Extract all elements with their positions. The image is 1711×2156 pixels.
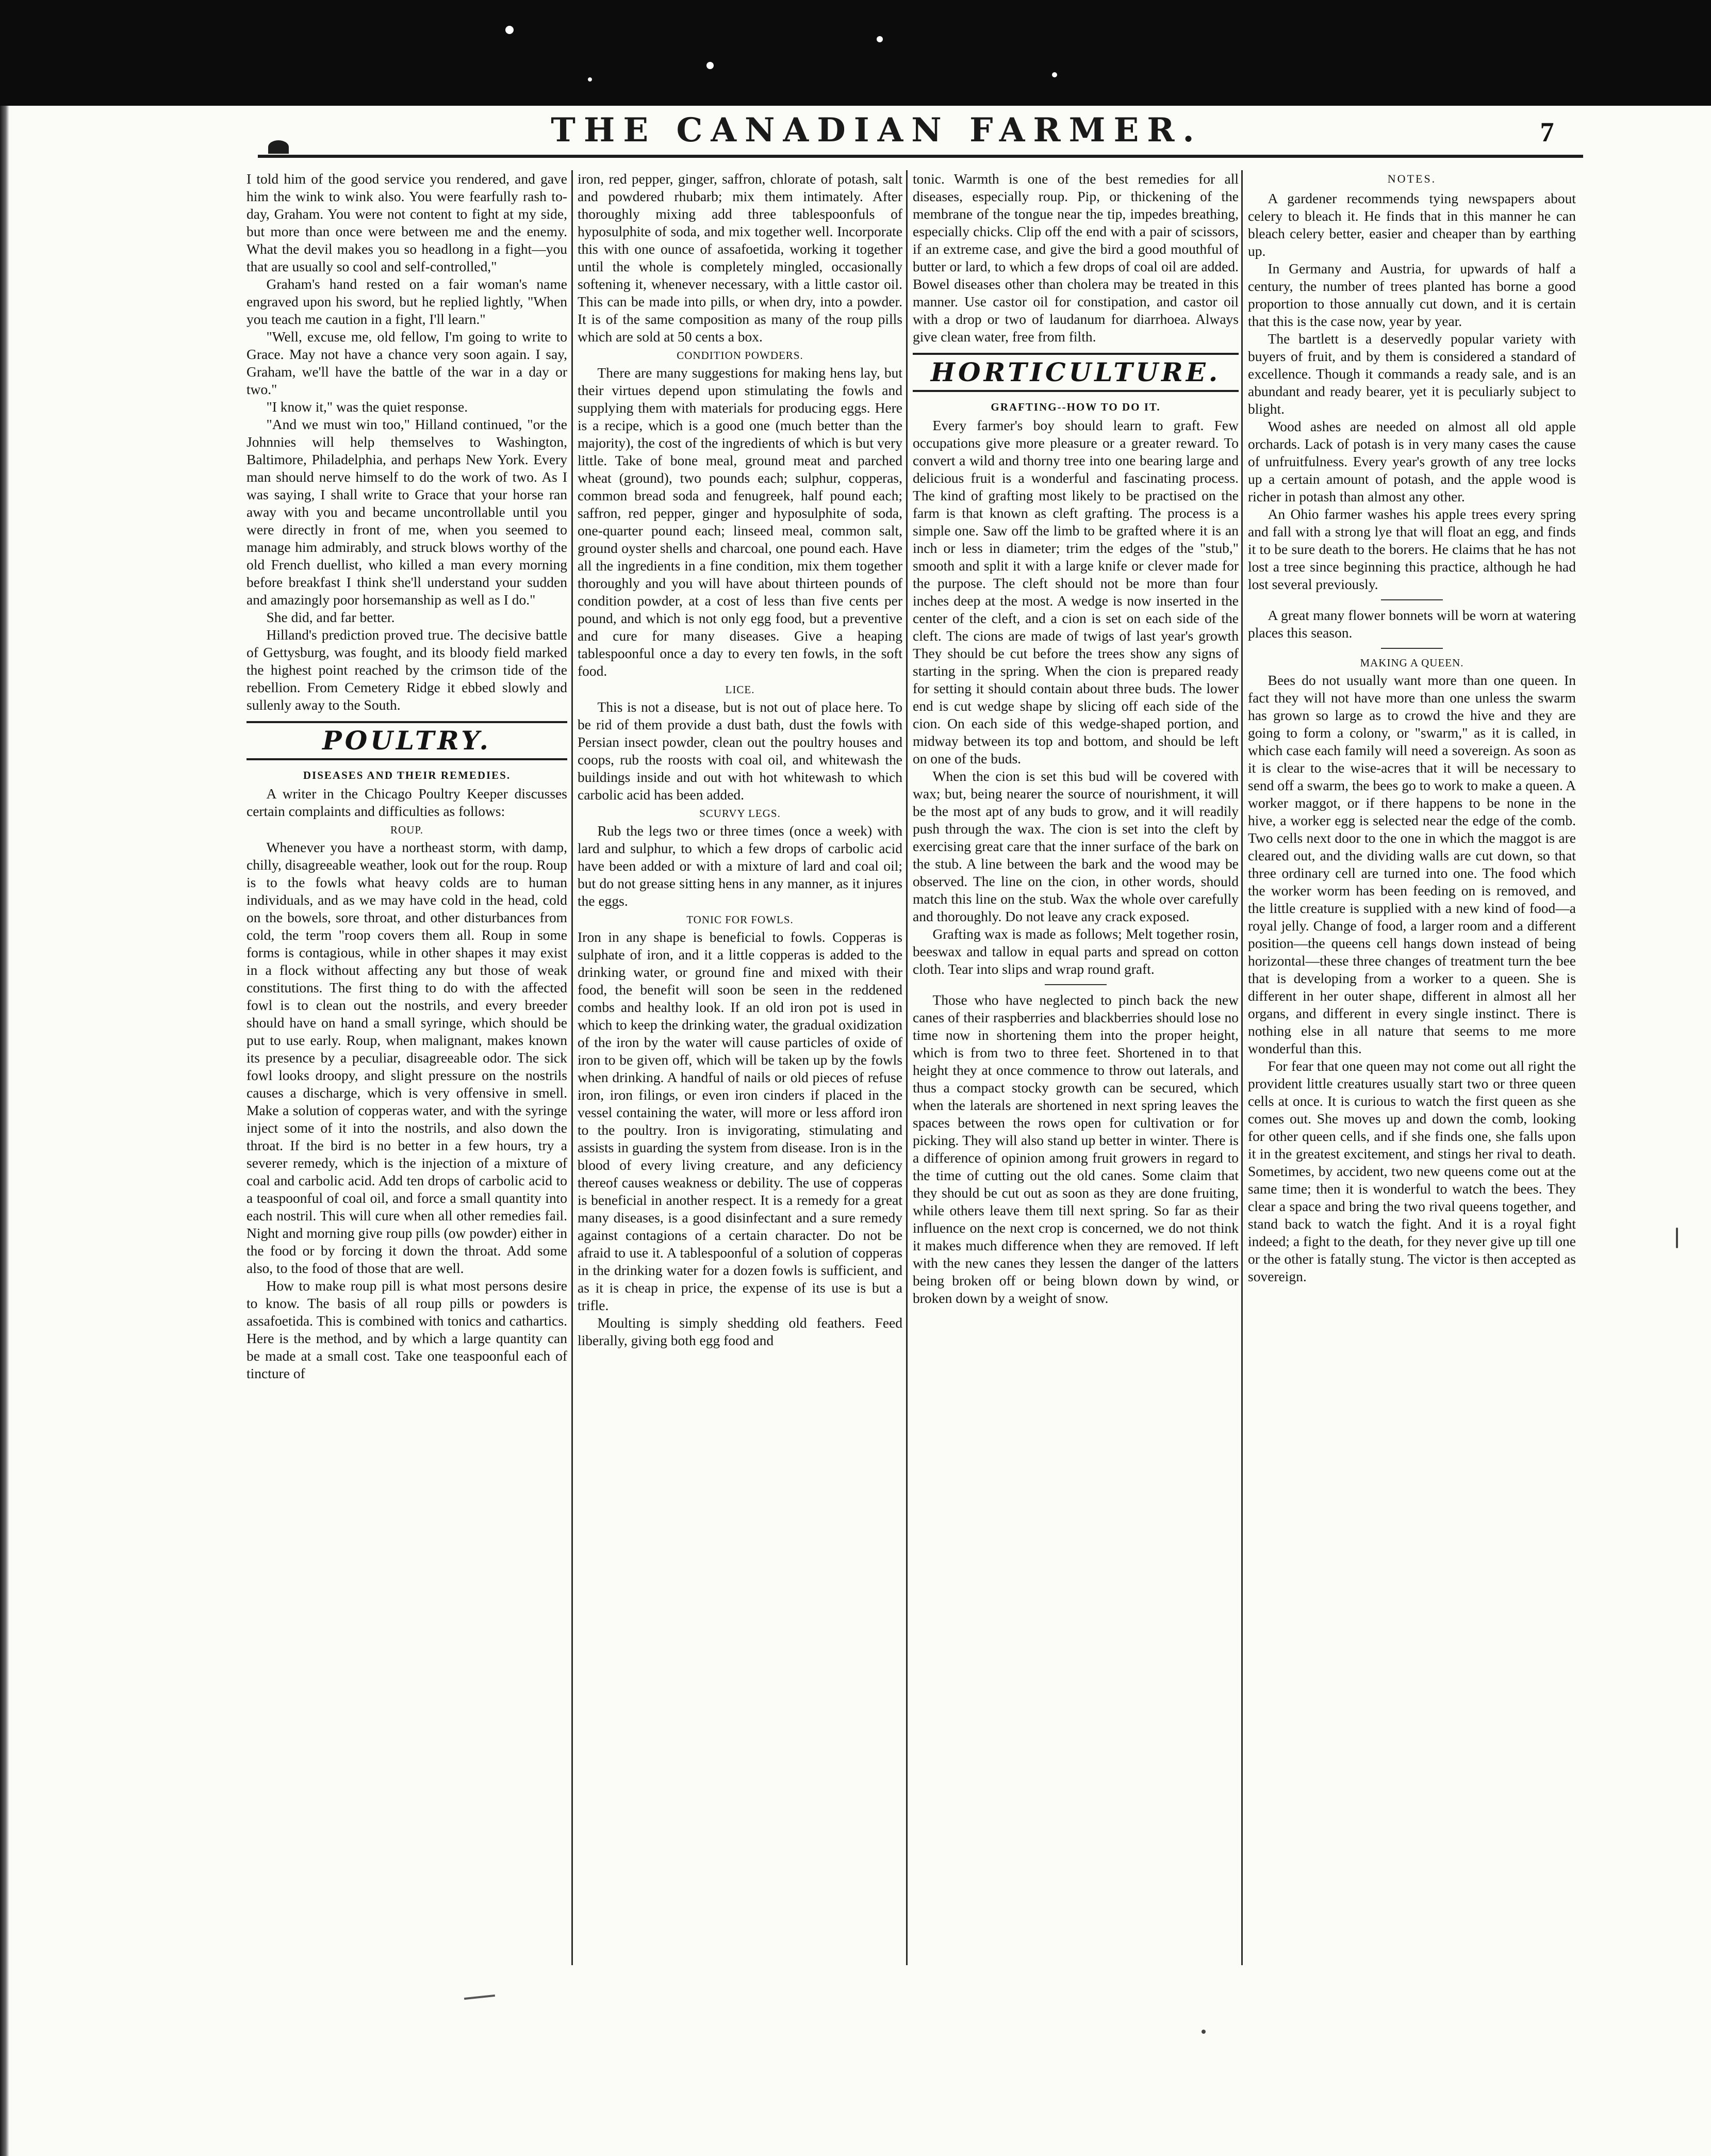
subsection-heading: LICE. <box>725 683 755 696</box>
scan-margin-mark <box>1676 1228 1678 1248</box>
article-paragraph: Iron in any shape is beneficial to fowls. Copperas is sulphate of iron, and it a little copperas is added to the drinking water, or ground fine and mixed with their food, the benefit will soon be seen in the reddened combs and healthy look. If an old iron pot is used in which to keep the drinking water, the gradual oxidization of the iron by the water will cause particles of oxide of iron to be given off, which will be taken up by the fowls when drinking. A handful of nails or old pieces of refuse iron, iron filings, or even iron cinders if placed in the vessel containing the water, will more or less afford iron to the poultry. Iron is invigorating, stimulating and assists in guarding the system from disease. Iron is in the blood of every living creature, and any deficiency thereof causes weakness or debility. The use of copperas is beneficial in another respect. It is a remedy for a great many diseases, is a good disinfectant and a sure remedy against contagions of a certain character. Do not be afraid to use it. A tablespoonful of a solution of copperas in the drinking water for a dozen fowls is sufficient, and as it is cheap in price, the expense of its use is but a trifle. <box>578 929 902 1313</box>
note-paragraph: Wood ashes are needed on almost all old apple orchards. Lack of potash is in very many cases the cause of unfruitfulness. Every year's growth of any tree locks up a certain amount of potash, and the apple wood is richer in potash than almost any other. <box>1248 418 1576 504</box>
story-paragraph: I told him of the good service you rendered, and gave him the wink to wink also. You were fearfully rash to-day, Graham. You were not content to fight at my side, but more than once were between me and the enemy. What the devil makes you so headlong in a fight—you that are usually so cool and self-controlled," <box>246 171 567 274</box>
article-paragraph: Whenever you have a northeast storm, with damp, chilly, disagreeable weather, look out for the roup. Roup is to the fowls what heavy colds are to human individuals, and as we may have cold in the head, cold on the bowels, sore throat, and other disturbances from cold, the term "roop covers them all. Roup in some forms is contagious, while in other shapes it may exist in a flock without affecting any but those of weak constitutions. The first thing to do with the affected fowl is to clean out the nostrils, and every breeder should have on hand a small syringe, which should be put to use early. Roup, when malignant, makes known its presence by a peculiar, disagreeable odor. The sick fowl looks droopy, and slight pressure on the nostrils causes a discharge, which is very offensive in smell. Make a solution of copperas water, and with the syringe inject some of it into the nostrils, and also down the throat. If the bird is no better in a few hours, try a severer remedy, which is the injection of a mixture of coal and carbolic acid. Add ten drops of carbolic acid to a teaspoonful of coal oil, and force a small quantity into each nostril. This will cure when all other remedies fail. Night and morning give roup pills (ow powder) either in the food or by forcing it down the throat. Add some also, to the food of those that are well. <box>246 839 567 1276</box>
note-paragraph: A great many flower bonnets will be worn at watering places this season. <box>1248 607 1576 641</box>
article-paragraph: A writer in the Chicago Poultry Keeper discusses certain complaints and difficulties as follows: <box>246 786 567 819</box>
newspaper-masthead: THE CANADIAN FARMER. <box>551 111 1203 150</box>
story-paragraph: "And we must win too," Hilland continued, "or the Johnnies will help themselves to Washington, Baltimore, Philadelphia, and perhaps New York. Every man should nerve himself to do the work of two. As I was saying, I shall write to Grace that your horse ran away with you and became uncontrollable until you were directly in front of me, when you seemed to manage him admirably, and struck blows worthy of the old French duellist, who killed a man every morning before breakfast I think she'll understand your sudden and amazingly poor horsemanship as well as I do." <box>246 416 567 608</box>
article-paragraph: Moulting is simply shedding old feathers. Feed liberally, giving both egg food and <box>578 1315 902 1348</box>
article-heading: DISEASES AND THEIR REMEDIES. <box>303 769 511 781</box>
article-paragraph: How to make roup pill is what most persons desire to know. The basis of all roup pills or powders is assafoetida. This is combined with tonics and cathartics. Here is the method, and by which a large quantity can be made at a small cost. Take one teaspoonful each of tincture of <box>246 1278 567 1381</box>
subsection-heading: SCURVY LEGS. <box>699 807 781 820</box>
column-4 <box>1248 170 1576 1975</box>
scan-dust-speck <box>505 26 514 34</box>
column-1 <box>246 170 567 1975</box>
story-paragraph: "Well, excuse me, old fellow, I'm going to write to Grace. May not have a chance very soon again. I say, Graham, we'll have the battle of the war in a day or two." <box>246 329 567 397</box>
article-paragraph: Grafting wax is made as follows; Melt together rosin, beeswax and tallow in equal parts and spread on cotton cloth. Tear into slips and wrap round graft. <box>913 926 1239 977</box>
page-number: 7 <box>1540 117 1554 148</box>
article-paragraph: Rub the legs two or three times (once a week) with lard and sulphur, to which a few drops of carbolic acid have been added or with a mixture of lard and coal oil; but do not grease sitting hens in any manner, as it injures the eggs. <box>578 823 902 909</box>
story-paragraph: Graham's hand rested on a fair woman's name engraved upon his sword, but he replied lightly, "When you teach me caution in a fight, I'll learn." <box>246 276 567 327</box>
note-paragraph: A gardener recommends tying newspapers about celery to bleach it. He finds that in this manner he can bleach celery better, easier and cheaper than by earthing up. <box>1248 190 1576 259</box>
article-paragraph: For fear that one queen may not come out all right the provident little creatures usually start two or three queen cells at once. It is curious to watch the first queen as she comes out. She moves up and down the comb, looking for other queen cells, and if she finds one, she falls upon it in the greatest excitement, and stings her rival to death. Sometimes, by accident, two new queens come out at the same time; then it is wonderful to watch the bees. They clear a space and bring the two rival queens together, and stand back to watch the fight. And it is a royal fight indeed; a fight to the death, for they never give up till one or the other is fatally stung. The victor is then accepted as sovereign. <box>1248 1058 1576 1284</box>
article-paragraph: There are many suggestions for making hens lay, but their virtues depend upon stimulating the fowls and supplying them with materials for producing eggs. Here is a recipe, which is a good one (much better than the majority), the cost of the ingredients of which is but very little. Take of bone meal, ground meat and parched wheat (ground), two pounds each; sulphur, copperas, common bread soda and fenugreek, half pound each; saffron, red pepper, ginger and hyposulphite of soda, one-quarter pound each; linseed meal, common salt, ground oyster shells and charcoal, one pound each. Have all the ingredients in a fine condition, mix them together thoroughly and you will have about thirteen pounds of condition powder, at a cost of less than five cents per pound, and which is not only egg food, but a preventive and cure for many diseases. Give a heaping tablespoonful once a day to every ten fowls, in the soft food. <box>578 365 902 679</box>
subsection-heading: CONDITION POWDERS. <box>677 349 803 362</box>
section-title-horticulture: HORTICULTURE. <box>913 353 1239 392</box>
article-divider <box>1381 648 1443 649</box>
article-paragraph: Those who have neglected to pinch back the new canes of their raspberries and blackberries should lose no time now in shortening them into the proper height, which is from two to three feet. Shortened in to that height they at once commence to throw out laterals, and thus a compact stocky growth can be secured, which when the laterals are shortened in next spring leaves the spaces between the rows open for cultivation or for picking. They will also stand up better in winter. There is a difference of opinion among fruit growers in regard to the time of cutting out the old canes. Some claim that they should be cut out as soon as they are done fruiting, while others leave them till next spring. So far as their influence on the next crop is concerned, we do not think it makes much difference when they are removed. If left with the new canes they lessen the danger of the latters being broken off or being blown down by wind, or broken down by a weight of snow. <box>913 992 1239 1306</box>
story-paragraph: Hilland's prediction proved true. The decisive battle of Gettysburg, was fought, and its bloody field marked the highest point reached by the crimson tide of the rebellion. From Cemetery Ridge it ebbed slowly and sullenly away to the South. <box>246 627 567 713</box>
scan-left-edge <box>0 106 9 2156</box>
scan-dust-speck <box>706 62 714 69</box>
article-paragraph: tonic. Warmth is one of the best remedies for all diseases, especially roup. Pip, or thickening of the membrane of the tongue near the tip, impedes breathing, especially chicks. Clip off the end with a pair of scissors, if an extreme case, and give the bird a good mouthful of butter or lard, to which a few drops of coal oil are added. Bowel diseases other than cholera may be treated in this manner. Use castor oil for constipation, and castor oil with a drop or two of laudanum for diarrhoea. Always give clean water, free from filth. <box>913 171 1239 345</box>
article-divider <box>1045 984 1107 985</box>
scan-mark <box>464 1995 495 2000</box>
column-rule <box>1241 170 1243 1965</box>
note-paragraph: An Ohio farmer washes his apple trees every spring and fall with a strong lye that will float an egg, and finds it to be sure death to the borers. He claims that he has not lost a tree since beginning this practice, although he had lost several previously. <box>1248 506 1576 592</box>
note-paragraph: The bartlett is a deservedly popular variety with buyers of fruit, and by them is considered a standard of excellence. Though it commands a ready sale, and is an abundant and ready bearer, yet it is peculiarly subject to blight. <box>1248 331 1576 417</box>
article-divider <box>1381 599 1443 600</box>
column-rule <box>571 170 573 1965</box>
article-heading: MAKING A QUEEN. <box>1360 657 1464 669</box>
story-paragraph: She did, and far better. <box>266 609 395 625</box>
scan-top-border <box>0 0 1711 106</box>
subsection-heading: TONIC FOR FOWLS. <box>686 913 794 926</box>
article-paragraph: This is not a disease, but is not out of place here. To be rid of them provide a dust bath, dust the fowls with Persian insect powder, clean out the poultry houses and coops, rub the roosts with coal oil, and whitewash the buildings inside and out with hot whitewash to which carbolic acid has been added. <box>578 699 902 803</box>
article-paragraph: iron, red pepper, ginger, saffron, chlorate of potash, salt and powdered rhubarb; mix them intimately. After thoroughly mixing add three tablespoonfuls of hyposulphite of soda, and mix together well. Incorporate this with one ounce of assafoetida, working it together until the whole is completely mingled, occasionally softening it, whenever necessary, with a little castor oil. This can be made into pills, or when dry, into a powder. It is of the same composition as many of the roup pills which are sold at 50 cents a box. <box>578 171 902 345</box>
column-rule <box>906 170 908 1965</box>
article-heading: GRAFTING--HOW TO DO IT. <box>991 401 1161 413</box>
section-title-poultry: POULTRY. <box>246 721 567 760</box>
notes-heading: NOTES. <box>1387 172 1437 185</box>
note-paragraph: In Germany and Austria, for upwards of half a century, the number of trees planted has borne a good proportion to those annually cut down, and it is certain that this is the case now, year by year. <box>1248 260 1576 329</box>
article-paragraph: When the cion is set this bud will be covered with wax; but, being nearer the source of nourishment, it will be the most apt of any buds to grow, and it will readily push through the wax. The cion is set into the cleft by exercising great care that the inner surface of the bark on the stub. A line between the bark and the wood may be observed. The line on the cion, in other words, should match this line on the stub. Wax the whole over carefully and thoroughly. Do not leave any crack exposed. <box>913 768 1239 924</box>
story-paragraph: "I know it," was the quiet response. <box>266 399 468 415</box>
scan-dust-speck <box>1202 2030 1206 2034</box>
subsection-heading: ROUP. <box>390 824 423 836</box>
masthead-ornament-icon <box>268 140 289 154</box>
scan-dust-speck <box>588 77 592 81</box>
article-paragraph: Bees do not usually want more than one queen. In fact they will not have more than one unless the swarm has grown so large as to crowd the hive and they are going to form a colony, or "swarm," as it is called, in which case each family will need a sovereign. As soon as it is clear to the wise-acres that it will be necessary to send off a swarm, the bees go to work to make a queen. A worker maggot, or if there happens to be none in the hive, a worker egg is selected near the edge of the comb. Two cells next door to the one in which the maggot is are cleared out, and the dividing walls are cut down, so that three ordinary cell are turned into one. The food which the worker worm has been feeding on is removed, and the little creature is supplied with a new kind of food—a royal jelly. Change of food, a larger room and a different position—the queens cell hangs down instead of being horizontal—these three changes of treatment turn the bee that is developing from a worker to a queen. She is different in her outer shape, different in almost all her organs, and different in every single instinct. There is nothing else in all nature that seems to me more wonderful than this. <box>1248 672 1576 1056</box>
scan-dust-speck <box>877 36 883 42</box>
column-2 <box>578 170 902 1975</box>
article-paragraph: Every farmer's boy should learn to graft. Few occupations give more pleasure or a greater reward. To convert a wild and thorny tree into one bearing large and delicious fruit is a wonderful and fascinating process. The kind of grafting most likely to be practised on the farm is that known as cleft grafting. The process is a simple one. Saw off the limb to be grafted where it is an inch or less in diameter; trim the edges of the "stub," smooth and split it with a large knife or clever made for the purpose. The cleft should not be more than four inches deep at the most. A wedge is now inserted in the center of the cleft, and a cion is set on each side of the cleft. The cions are made of twigs of last year's growth They should be cut before the trees show any signs of starting in the spring. When the cion is prepared ready for setting it should contain about three buds. The lower end is cut wedge shape by slicing off each side of the cion. On each side of this wedge-shaped portion, and midway between its top and bottom, and should be left on one of the buds. <box>913 417 1239 766</box>
scan-dust-speck <box>1052 72 1057 77</box>
column-3 <box>913 170 1239 1975</box>
header-rule <box>258 155 1583 158</box>
